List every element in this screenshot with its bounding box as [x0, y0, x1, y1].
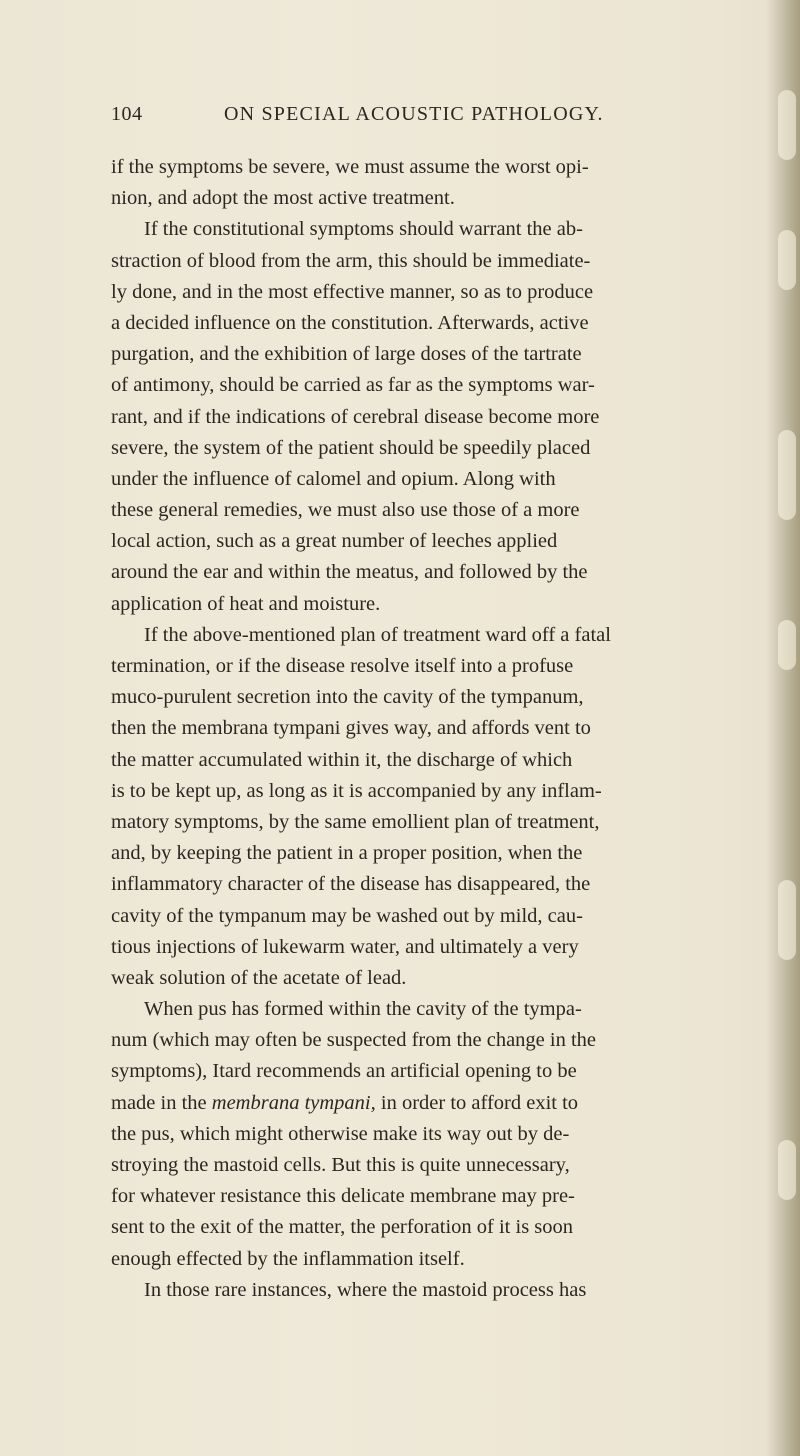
text-line: muco-purulent secretion into the cavity of the tympanum,	[111, 686, 584, 709]
text-line: weak solution of the acetate of lead.	[111, 966, 407, 989]
text-line: If the above-mentioned plan of treatment ward off a fatal	[144, 623, 611, 646]
italic-term: membrana tympani,	[211, 1091, 376, 1114]
text-line: is to be kept up, as long as it is accompanied by any inflam-	[111, 779, 602, 802]
text-line: then the membrana tympani gives way, and affords vent to	[111, 717, 591, 740]
text-line: cavity of the tympanum may be washed out by mild, cau-	[111, 904, 583, 927]
text-line: nion, and adopt the most active treatment.	[111, 187, 455, 210]
text-line: When pus has formed within the cavity of the tympa-	[144, 998, 582, 1021]
text-line: severe, the system of the patient should be speedily placed	[111, 436, 591, 459]
text-line: tious injections of lukewarm water, and ultimately a very	[111, 935, 579, 958]
text-line: sent to the exit of the matter, the perforation of it is soon	[111, 1216, 574, 1239]
text-line: enough effected by the inflammation itself.	[111, 1247, 465, 1270]
page-header	[111, 103, 631, 133]
text-line: local action, such as a great number of leeches applied	[111, 530, 558, 553]
text-line: application of heat and moisture.	[111, 592, 381, 615]
text-line: ly done, and in the most effective manner, so as to produce	[111, 280, 594, 303]
text-segment: in order to afford exit to	[375, 1091, 579, 1114]
text-line: these general remedies, we must also use those of a more	[111, 499, 580, 522]
running-head: ON SPECIAL ACOUSTIC PATHOLOGY.	[224, 103, 604, 125]
text-line: symptoms), Itard recommends an artificial opening to be	[111, 1060, 577, 1083]
text-line: matory symptoms, by the same emollient plan of treatment,	[111, 810, 600, 833]
page-number: 104	[111, 103, 143, 125]
text-line: under the influence of calomel and opium. Along with	[111, 467, 556, 490]
text-segment: made in the	[111, 1091, 212, 1114]
text-line: if the symptoms be severe, we must assume the worst opi-	[111, 156, 589, 178]
text-line	[111, 1088, 791, 1119]
text-line: stroying the mastoid cells. But this is quite unnecessary,	[111, 1154, 570, 1176]
text-line: and, by keeping the patient in a proper position, when the	[111, 842, 583, 865]
text-line: num (which may often be suspected from the change in the	[111, 1029, 597, 1052]
text-line: If the constitutional symptoms should warrant the ab-	[144, 218, 583, 241]
text-line: around the ear and within the meatus, and followed by the	[111, 561, 588, 584]
text-line: for whatever resistance this delicate membrane may pre-	[111, 1185, 575, 1208]
text-line: a decided influence on the constitution. Afterwards, active	[111, 311, 589, 334]
text-line: termination, or if the disease resolve itself into a profuse	[111, 655, 574, 677]
text-line: rant, and if the indications of cerebral disease become more	[111, 405, 600, 428]
text-line: straction of blood from the arm, this should be immediate-	[111, 249, 591, 272]
text-line: the pus, which might otherwise make its way out by de-	[111, 1122, 570, 1145]
text-line: of antimony, should be carried as far as the symptoms war-	[111, 374, 595, 397]
text-line: In those rare instances, where the mastoid process has	[144, 1278, 587, 1301]
text-line: inflammatory character of the disease has disappeared, the	[111, 873, 591, 896]
text-line: the matter accumulated within it, the discharge of which	[111, 748, 573, 771]
body-text	[111, 152, 791, 1306]
text-line: purgation, and the exhibition of large doses of the tartrate	[111, 343, 582, 366]
